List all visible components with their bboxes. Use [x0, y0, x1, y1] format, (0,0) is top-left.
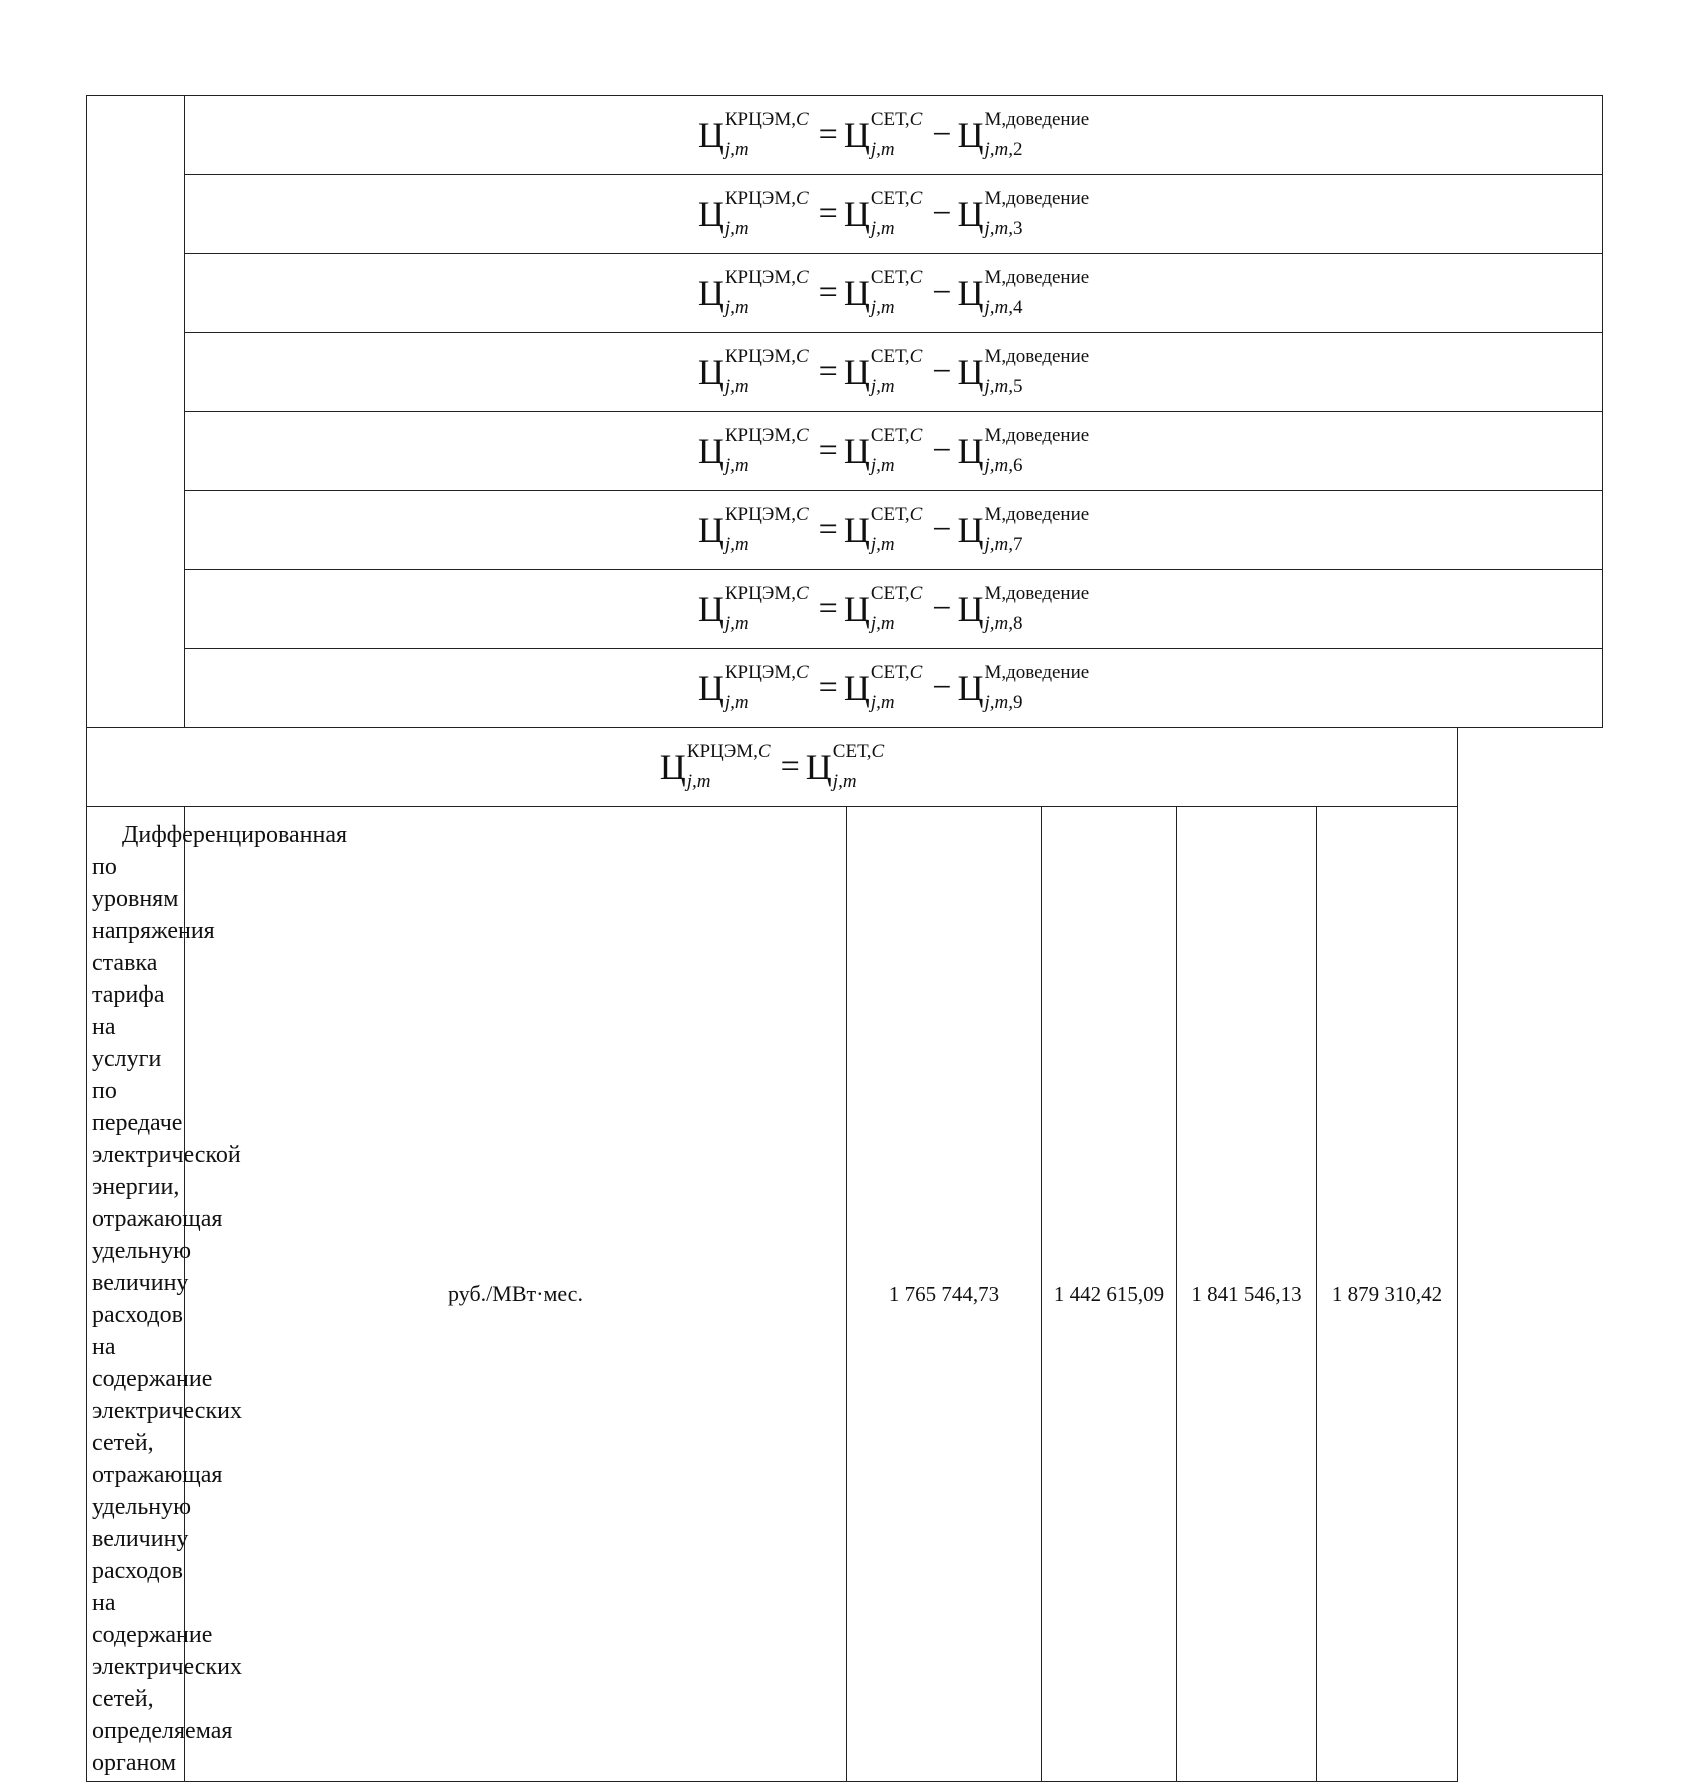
formula-subtrahend: Ц М,доведение j,m,9 [957, 662, 1090, 713]
tariff-unit: руб./МВт·мес. [185, 807, 847, 1782]
formula: Ц КРЦЭМ,C j,m = Ц СЕТ,C j,m − Ц М,доведение j,m,4 [697, 267, 1090, 318]
tariff-data-row [87, 807, 1603, 1782]
formula-subtrahend: Ц М,доведение j,m,8 [957, 583, 1090, 634]
tariff-value-2: 1 442 615,09 [1042, 807, 1177, 1782]
left-margin-column [87, 96, 185, 728]
formula-lhs: Ц КРЦЭМ,C j,m [697, 425, 809, 476]
formula-cell [185, 333, 1603, 412]
formula-row [87, 175, 1603, 254]
formula-lhs: Ц КРЦЭМ,C j,m [697, 346, 809, 397]
formula-lhs: Ц КРЦЭМ,C j,m [697, 188, 809, 239]
formula-lhs: Ц КРЦЭМ,C j,m [697, 109, 809, 160]
tariff-value-1: 1 765 744,73 [847, 807, 1042, 1782]
formula-cell [185, 412, 1603, 491]
formula-rhs: Ц СЕТ,C j,m [843, 346, 923, 397]
formula-rhs: Ц СЕТ,C j,m [843, 662, 923, 713]
tariff-value-4: 1 879 310,42 [1317, 807, 1458, 1782]
formula-cell [185, 491, 1603, 570]
formula-row [87, 491, 1603, 570]
formula-row [87, 570, 1603, 649]
tariff-description: Дифференцированная по уровням напряжения ставка тарифа на услуги по передаче электрической энергии, отражающая удельную величину расходов на содержание электрических сетей, отражающая удельную величину расходов на содержание электрических сетей, определяемая органом [87, 807, 185, 1782]
formula-cell [185, 96, 1603, 175]
formula-row [87, 254, 1603, 333]
formula-subtrahend: Ц М,доведение j,m,2 [957, 109, 1090, 160]
tariff-value-3: 1 841 546,13 [1177, 807, 1317, 1782]
formula-lhs: Ц КРЦЭМ,C j,m [697, 504, 809, 555]
final-formula-cell [87, 728, 1458, 807]
final-formula-row [87, 728, 1603, 807]
final-formula: Ц КРЦЭМ,C j,m = Ц СЕТ,C j,m [659, 741, 885, 792]
tariff-table [86, 95, 1603, 1782]
formula: Ц КРЦЭМ,C j,m = Ц СЕТ,C j,m − Ц М,доведение j,m,9 [697, 662, 1090, 713]
formula: Ц КРЦЭМ,C j,m = Ц СЕТ,C j,m − Ц М,доведение j,m,8 [697, 583, 1090, 634]
formula-lhs: Ц КРЦЭМ,C j,m [697, 583, 809, 634]
formula-subtrahend: Ц М,доведение j,m,4 [957, 267, 1090, 318]
formula-rhs: Ц СЕТ,C j,m [843, 583, 923, 634]
formula-rhs: Ц СЕТ,C j,m [843, 425, 923, 476]
formula-subtrahend: Ц М,доведение j,m,5 [957, 346, 1090, 397]
formula-rhs: Ц СЕТ,C j,m [843, 188, 923, 239]
formula: Ц КРЦЭМ,C j,m = Ц СЕТ,C j,m − Ц М,доведение j,m,2 [697, 109, 1090, 160]
formula-cell [185, 254, 1603, 333]
formula-subtrahend: Ц М,доведение j,m,7 [957, 504, 1090, 555]
formula-cell [185, 649, 1603, 728]
formula-rhs: Ц СЕТ,C j,m [843, 504, 923, 555]
formula-lhs: Ц КРЦЭМ,C j,m [659, 741, 771, 792]
formula-rhs: Ц СЕТ,C j,m [843, 109, 923, 160]
formula-cell [185, 175, 1603, 254]
formula: Ц КРЦЭМ,C j,m = Ц СЕТ,C j,m − Ц М,доведение j,m,6 [697, 425, 1090, 476]
formula-row [87, 649, 1603, 728]
formula: Ц КРЦЭМ,C j,m = Ц СЕТ,C j,m − Ц М,доведение j,m,3 [697, 188, 1090, 239]
formula: Ц КРЦЭМ,C j,m = Ц СЕТ,C j,m − Ц М,доведение j,m,5 [697, 346, 1090, 397]
formula-subtrahend: Ц М,доведение j,m,6 [957, 425, 1090, 476]
formula-rhs: Ц СЕТ,C j,m [805, 741, 885, 792]
formula-row [87, 412, 1603, 491]
formula-cell [185, 570, 1603, 649]
formula-lhs: Ц КРЦЭМ,C j,m [697, 662, 809, 713]
formula-row [87, 333, 1603, 412]
formula-rhs: Ц СЕТ,C j,m [843, 267, 923, 318]
formula: Ц КРЦЭМ,C j,m = Ц СЕТ,C j,m − Ц М,доведение j,m,7 [697, 504, 1090, 555]
formula-subtrahend: Ц М,доведение j,m,3 [957, 188, 1090, 239]
formula-row [87, 96, 1603, 175]
formula-lhs: Ц КРЦЭМ,C j,m [697, 267, 809, 318]
